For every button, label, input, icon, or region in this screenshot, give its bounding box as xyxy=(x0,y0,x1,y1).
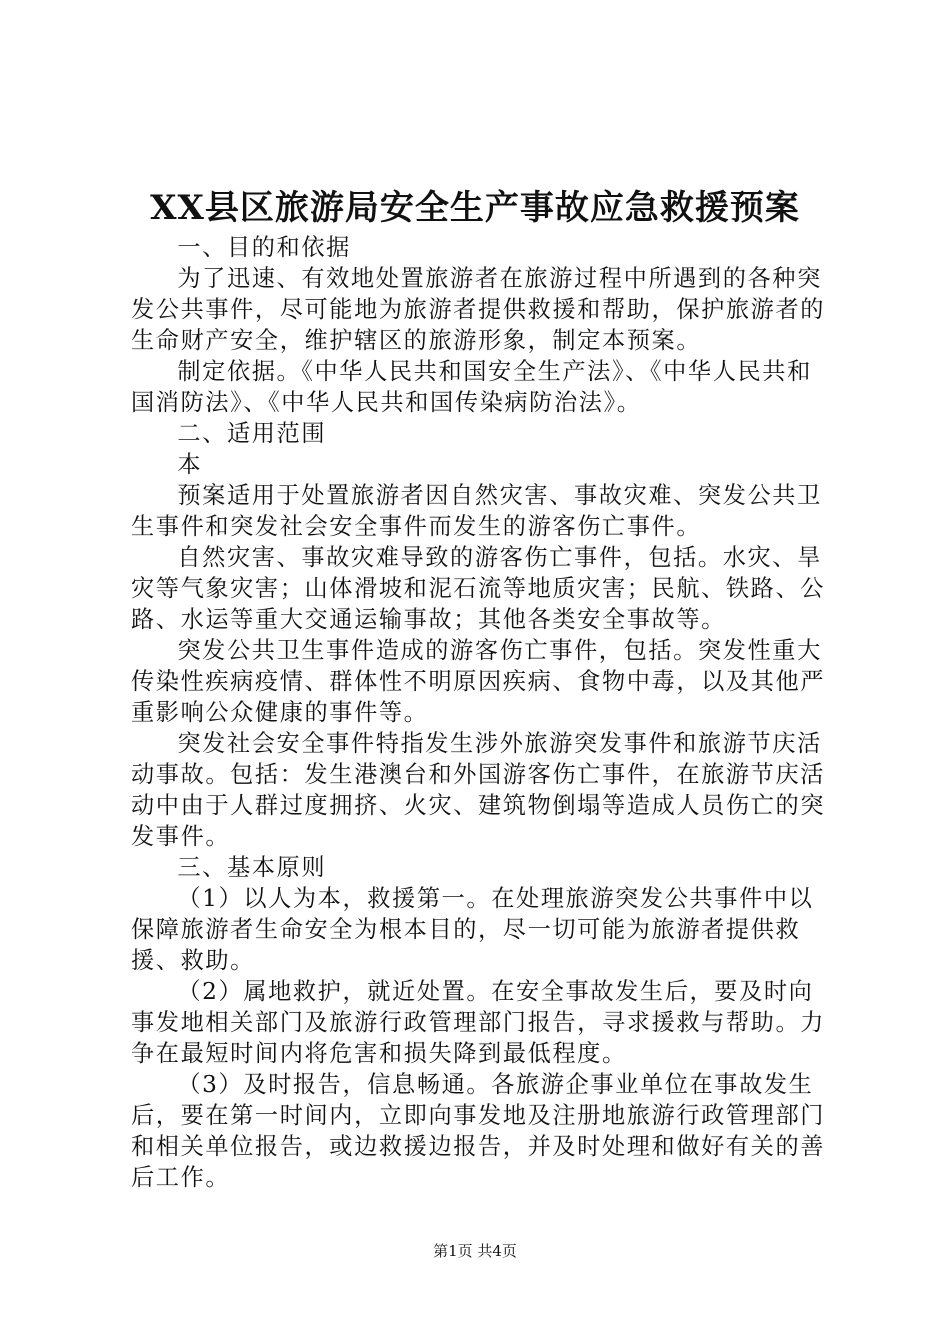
section-heading-principles: 三、基本原则 xyxy=(177,854,327,881)
paragraph-scope-fragment: 本 xyxy=(177,451,203,478)
document-body xyxy=(131,232,831,1193)
paragraph-legal-basis: 制定依据。《中华人民共和国安全生产法》、《中华人民共和国消防法》、《中华人民共和国传染病防治法》。 xyxy=(131,358,812,416)
paragraph-principle-1: （1）以人为本，救援第一。在处理旅游突发公共事件中以保障旅游者生命安全为根本目的，尽一切可能为旅游者提供救援、救助。 xyxy=(131,885,814,974)
section-heading-scope: 二、适用范围 xyxy=(177,420,327,447)
document-title: XX县区旅游局安全生产事故应急救援预案 xyxy=(150,188,800,228)
paragraph-scope: 预案适用于处置旅游者因自然灾害、事故灾难、突发公共卫生事件和突发社会安全事件而发生的游客伤亡事件。 xyxy=(131,482,822,540)
paragraph-principle-3: （3）及时报告，信息畅通。各旅游企事业单位在事故发生后，要在第一时间内，立即向事发地及注册地旅游行政管理部门和相关单位报告，或边救援边报告，并及时处理和做好有关的善后工作。 xyxy=(131,1071,826,1191)
paragraph-social-security: 突发社会安全事件特指发生涉外旅游突发事件和旅游节庆活动事故。包括：发生港澳台和外国游客伤亡事件，在旅游节庆活动中由于人群过度拥挤、火灾、建筑物倒塌等造成人员伤亡的突发事件。 xyxy=(131,730,826,850)
paragraph-natural-disasters: 自然灾害、事故灾难导致的游客伤亡事件，包括。水灾、旱灾等气象灾害；山体滑坡和泥石流等地质灾害；民航、铁路、公路、水运等重大交通运输事故；其他各类安全事故等。 xyxy=(131,544,826,633)
paragraph-principle-2: （2）属地救护，就近处置。在安全事故发生后，要及时向事发地相关部门及旅游行政管理部门报告，寻求援救与帮助。力争在最短时间内将危害和损失降到最低程度。 xyxy=(131,978,826,1067)
section-heading-purpose: 一、目的和依据 xyxy=(177,234,351,261)
paragraph-public-health: 突发公共卫生事件造成的游客伤亡事件，包括。突发性重大传染性疾病疫情、群体性不明原因疾病、食物中毒，以及其他严重影响公众健康的事件等。 xyxy=(131,637,826,726)
paragraph-purpose: 为了迅速、有效地处置旅游者在旅游过程中所遇到的各种突发公共事件，尽可能地为旅游者提供救援和帮助，保护旅游者的生命财产安全，维护辖区的旅游形象，制定本预案。 xyxy=(131,265,826,354)
page-footer: 第1页 共4页 xyxy=(433,1242,517,1260)
